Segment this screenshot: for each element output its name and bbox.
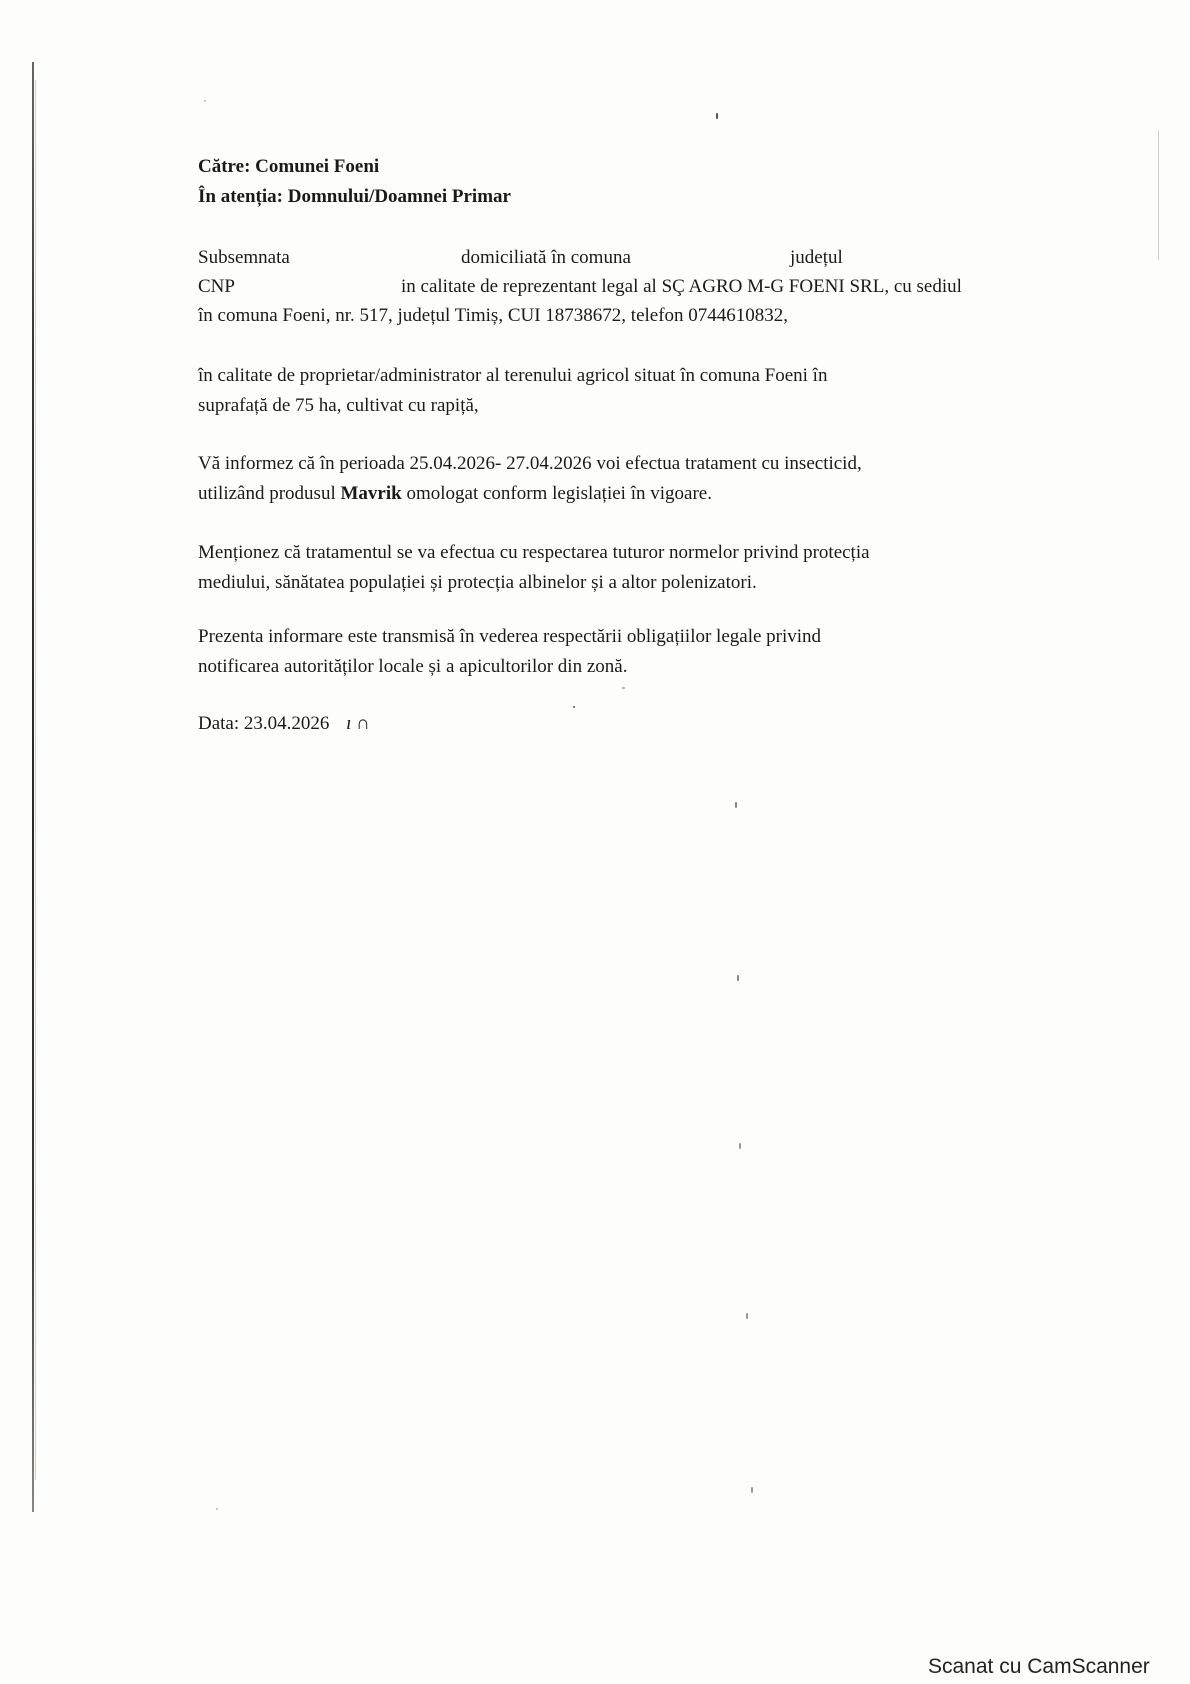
date-mark: ı ∩ <box>346 713 370 734</box>
scan-speck <box>622 687 625 689</box>
date-value: 23.04.2026 <box>243 713 330 734</box>
recipient-line <box>198 152 379 182</box>
attention-value: Domnului/Doamnei Primar <box>287 186 511 207</box>
scan-right-edge-shadow <box>1158 130 1159 260</box>
date-label: Data: <box>198 713 240 734</box>
treatment-line-2-end: omologat conform legislației în vigoare. <box>406 483 712 504</box>
attention-line <box>198 182 511 212</box>
scan-speck <box>746 1313 748 1319</box>
land-line-1: în calitate de proprietar/administrator al terenului agricol situat în comuna Foeni în <box>198 365 828 386</box>
company-address-line: în comuna Foeni, nr. 517, județul Timiș, CUI 18738672, telefon 0744610832, <box>198 305 789 326</box>
product-name: Mavrik <box>340 483 402 504</box>
land-paragraph <box>198 361 827 421</box>
scan-speck <box>737 975 739 981</box>
land-line-2: suprafață de 75 ha, cultivat cu rapiță, <box>198 395 479 416</box>
to-label: Către: <box>198 156 251 177</box>
treatment-line-1: Vă informez că în perioada 25.04.2026- 27.04.2026 voi efectua tratament cu insecticid, <box>198 453 862 474</box>
declarant-paragraph <box>198 243 1028 333</box>
cnp-label: CNP <box>198 276 235 297</box>
date-line <box>198 709 370 739</box>
scan-left-edge-highlight <box>35 80 36 1480</box>
scan-speck <box>735 802 737 808</box>
scan-speck <box>216 1508 218 1510</box>
purpose-paragraph <box>198 622 821 682</box>
scan-left-edge-shadow <box>32 62 34 1512</box>
judetul-label: județul <box>790 247 843 268</box>
scan-speck <box>739 1143 741 1149</box>
treatment-line-2 <box>198 479 862 509</box>
treatment-line-2-start: utilizând produsul <box>198 483 336 504</box>
purpose-line-1: Prezenta informare este transmisă în vederea respectării obligațiilor legale privind <box>198 626 822 647</box>
scan-speck <box>573 706 575 708</box>
attention-label: În atenția: <box>198 186 283 207</box>
scan-speck <box>716 113 718 119</box>
subsemnata-label: Subsemnata <box>198 247 290 268</box>
scan-speck <box>204 100 206 102</box>
environment-line-2: mediului, sănătatea populației și protecția albinelor și a altor polenizatori. <box>198 572 757 593</box>
environment-paragraph <box>198 538 870 598</box>
to-value: Comunei Foeni <box>255 156 380 177</box>
environment-line-1: Menționez că tratamentul se va efectua cu respectarea tuturor normelor privind protecția <box>198 542 870 563</box>
domiciliata-label: domiciliată în comuna <box>461 247 631 268</box>
purpose-line-2: notificarea autorităților locale și a apicultorilor din zonă. <box>198 656 628 677</box>
treatment-paragraph <box>198 449 862 509</box>
representative-text: in calitate de reprezentant legal al SÇ AGRO M-G FOENI SRL, cu sediul <box>401 276 962 297</box>
scan-speck <box>751 1487 753 1493</box>
camscanner-watermark: Scanat cu CamScanner <box>928 1655 1150 1678</box>
